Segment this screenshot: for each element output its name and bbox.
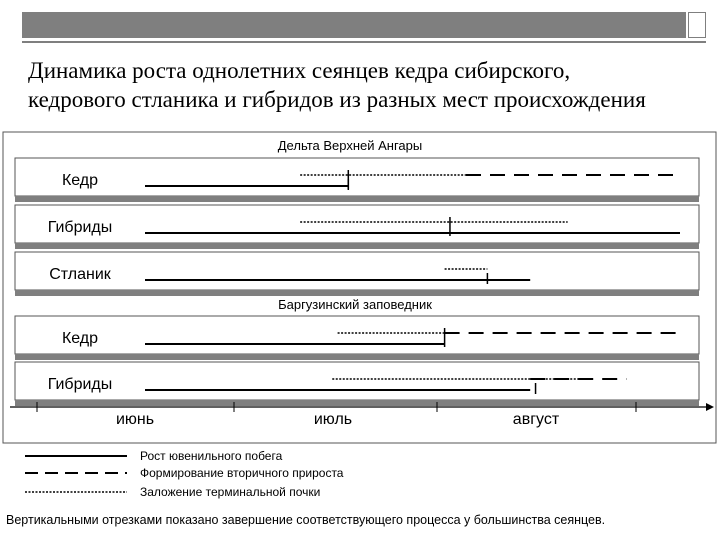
row-kedr-barguzin-box xyxy=(15,316,699,354)
title-line-2: кедрового стланика и гибридов из разных мест происхождения xyxy=(28,87,646,112)
page-number: 26 xyxy=(689,16,703,30)
row-kedr-barguzin-label: Кедр xyxy=(61,330,99,347)
footnote: Вертикальными отрезками показано завершение соответствующего процесса у большинства сеянцев. xyxy=(6,513,606,527)
time-axis-arrow xyxy=(706,403,714,411)
row-kedr-delta-box xyxy=(15,158,699,196)
group-title-delta: Дельта Верхней Ангары xyxy=(277,138,423,153)
month-june: июнь xyxy=(115,411,155,428)
legend-growth-label: Рост ювенильного побега xyxy=(140,449,283,463)
group-title-barguzin: Баргузинский заповедник xyxy=(278,297,432,312)
row-hybrids-barguzin-box xyxy=(15,362,699,400)
diagram-rows xyxy=(15,158,699,406)
row-hybrids-delta-bar xyxy=(15,243,699,249)
row-stlanik-delta-bar xyxy=(15,290,699,296)
row-kedr-barguzin-bar xyxy=(15,354,699,360)
row-hybrids-delta-label: Гибриды xyxy=(47,219,113,236)
row-hybrids-barguzin-bar xyxy=(15,400,699,406)
row-kedr-delta-label: Кедр xyxy=(61,172,99,189)
legend-bud-label: Заложение терминальной почки xyxy=(140,485,321,499)
month-july: июль xyxy=(313,411,353,428)
row-stlanik-delta-box xyxy=(15,252,699,290)
legend-secondary-label: Формирование вторичного прироста xyxy=(140,466,344,480)
row-kedr-delta-bar xyxy=(15,196,699,202)
month-august: август xyxy=(512,411,560,428)
row-stlanik-delta-label: Стланик xyxy=(49,266,111,283)
title-line-1: Динамика роста однолетних сеянцев кедра сибирского, xyxy=(28,58,571,83)
row-hybrids-delta-box xyxy=(15,205,699,243)
row-hybrids-barguzin-label: Гибриды xyxy=(47,376,113,393)
